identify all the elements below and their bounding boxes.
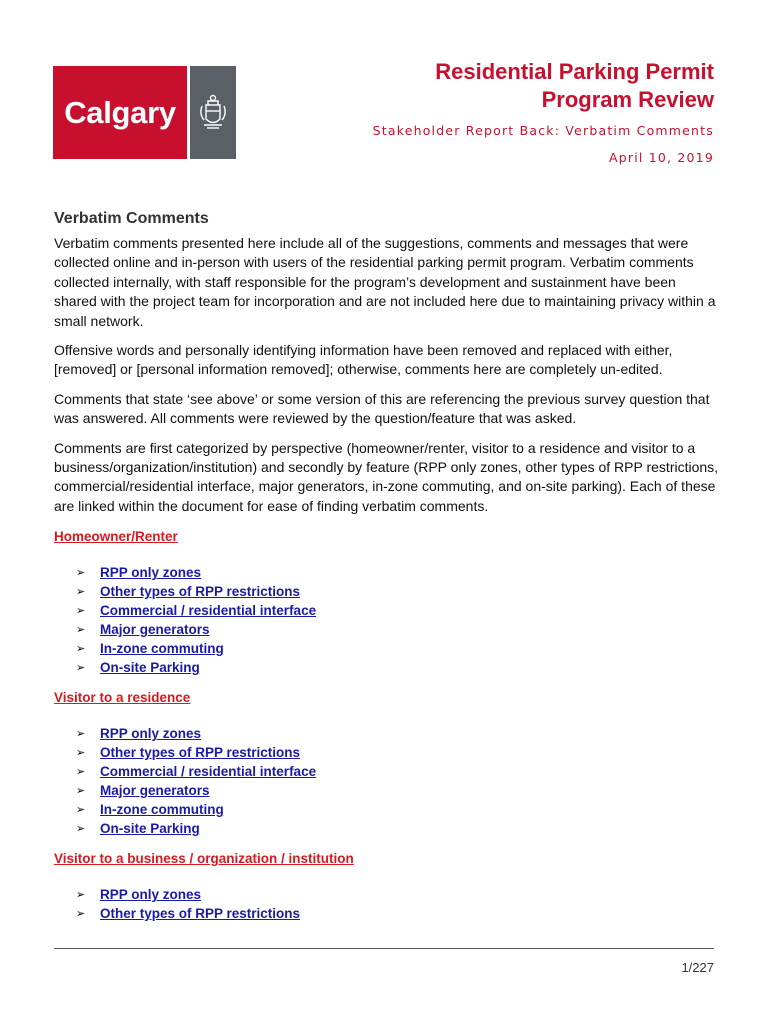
link-major-generators[interactable]: Major generators	[100, 783, 210, 799]
report-title-line-1: Residential Parking Permit	[435, 59, 714, 84]
link-other-rpp-restrictions[interactable]: Other types of RPP restrictions	[100, 584, 301, 600]
section-visitor-business[interactable]: Visitor to a business / organization / institution	[54, 851, 354, 867]
logo-crest-panel	[190, 66, 236, 159]
arrowhead-bullet-icon: ➢	[76, 567, 86, 580]
list-item	[76, 762, 722, 781]
link-on-site-parking[interactable]: On-site Parking	[100, 660, 200, 676]
list-item	[76, 639, 722, 658]
list-item	[76, 743, 722, 762]
arrowhead-bullet-icon: ➢	[76, 586, 86, 599]
city-crest-icon	[198, 92, 228, 134]
arrowhead-bullet-icon: ➢	[76, 624, 86, 637]
link-commercial-residential[interactable]: Commercial / residential interface	[100, 764, 317, 780]
visitor-business-links-list	[54, 885, 722, 923]
categorization-paragraph: Comments are first categorized by perspective (homeowner/renter, visitor to a residence and visitor to a business/organization/institution) and secondly by feature (RPP only zones, other types of RPP restrictions, commercial/residential interface, major generators, in-zone commuting, and on-site parking). Each of these are linked within the document for ease of finding verbatim comments.	[54, 439, 719, 514]
list-item	[76, 800, 722, 819]
calgary-logo	[53, 66, 236, 159]
arrowhead-bullet-icon: ➢	[76, 908, 86, 921]
arrowhead-bullet-icon: ➢	[76, 747, 86, 760]
arrowhead-bullet-icon: ➢	[76, 605, 86, 618]
section-heading: Verbatim Comments	[54, 210, 209, 227]
report-title-line-2: Program Review	[541, 87, 714, 112]
link-rpp-only-zones[interactable]: RPP only zones	[100, 887, 202, 903]
intro-paragraph: Verbatim comments presented here include all of the suggestions, comments and messages that were collected online and in-person with users of the residential parking permit program. Verbatim comments collected internally, with staff responsible for the program’s development and sustainment have been shared with the project team for incorporation and are not included here due to maintaining privacy within a small network.	[54, 235, 716, 329]
list-item	[76, 904, 722, 923]
logo-wordmark-panel	[53, 66, 187, 159]
link-in-zone-commuting[interactable]: In-zone commuting	[100, 641, 224, 657]
arrowhead-bullet-icon: ➢	[76, 785, 86, 798]
visitor-residence-links-list	[54, 724, 722, 838]
report-title-block	[373, 58, 714, 168]
list-item	[76, 658, 722, 677]
list-item	[76, 563, 722, 582]
see-above-paragraph: Comments that state ‘see above’ or some version of this are referencing the previous survey question that was answered. All comments were reviewed by the question/feature that was asked.	[54, 390, 710, 427]
link-in-zone-commuting[interactable]: In-zone commuting	[100, 802, 224, 818]
document-body	[54, 208, 722, 923]
report-subtitle: Stakeholder Report Back: Verbatim Comments	[372, 123, 714, 138]
link-major-generators[interactable]: Major generators	[100, 622, 210, 638]
arrowhead-bullet-icon: ➢	[76, 889, 86, 902]
logo-wordmark: Calgary	[64, 94, 176, 130]
report-date: April 10, 2019	[608, 150, 714, 165]
section-homeowner-renter[interactable]: Homeowner/Renter	[54, 529, 178, 545]
list-item	[76, 724, 722, 743]
list-item	[76, 885, 722, 904]
arrowhead-bullet-icon: ➢	[76, 804, 86, 817]
editing-paragraph: Offensive words and personally identifying information have been removed and replaced with either, [removed] or [personal information removed]; otherwise, comments here are completely un-edited.	[54, 342, 673, 378]
list-item	[76, 781, 722, 800]
footer-divider	[54, 948, 714, 949]
arrowhead-bullet-icon: ➢	[76, 643, 86, 656]
link-rpp-only-zones[interactable]: RPP only zones	[100, 726, 202, 742]
section-visitor-residence[interactable]: Visitor to a residence	[54, 690, 191, 706]
arrowhead-bullet-icon: ➢	[76, 766, 86, 779]
arrowhead-bullet-icon: ➢	[76, 823, 86, 836]
link-other-rpp-restrictions[interactable]: Other types of RPP restrictions	[100, 745, 301, 761]
link-on-site-parking[interactable]: On-site Parking	[100, 821, 200, 837]
arrowhead-bullet-icon: ➢	[76, 728, 86, 741]
arrowhead-bullet-icon: ➢	[76, 662, 86, 675]
list-item	[76, 601, 722, 620]
list-item	[76, 620, 722, 639]
list-item	[76, 582, 722, 601]
homeowner-links-list	[54, 563, 722, 677]
link-rpp-only-zones[interactable]: RPP only zones	[100, 565, 202, 581]
link-other-rpp-restrictions[interactable]: Other types of RPP restrictions	[100, 906, 301, 922]
link-commercial-residential[interactable]: Commercial / residential interface	[100, 603, 317, 619]
page-number: 1/227	[681, 960, 714, 975]
list-item	[76, 819, 722, 838]
